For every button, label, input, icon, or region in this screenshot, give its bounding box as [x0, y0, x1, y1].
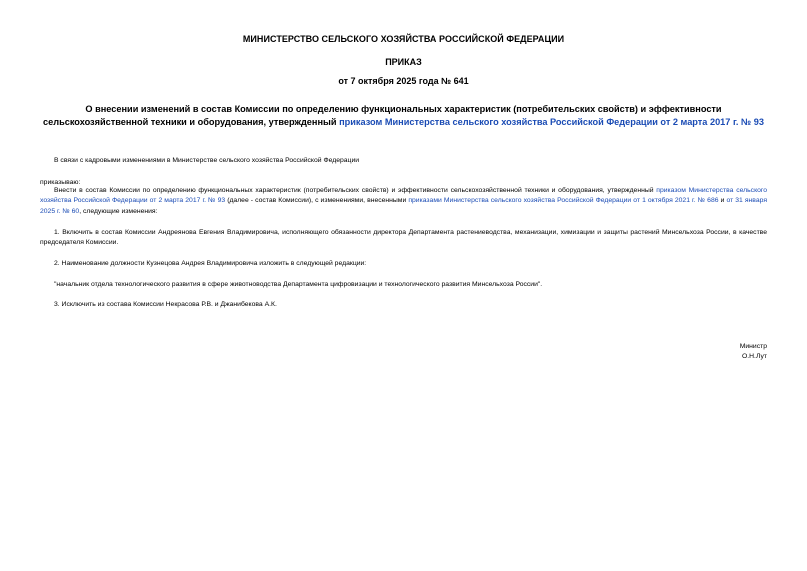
main-text-3: и	[718, 197, 727, 205]
order-686-link[interactable]: приказами Министерства сельского хозяйства Российской Федерации от 1 октября 2021 г. № 686	[408, 197, 719, 205]
item-3: 3. Исключить из состава Комиссии Некрасова Р.В. и Джанибекова А.К.	[54, 301, 277, 308]
main-text-1: Внести в состав Комиссии по определению функциональных характеристик (потребительских свойств) и эффективности сельскохозяйственной техники и оборудования, утвержденный	[54, 187, 657, 194]
document-type: ПРИКАЗ	[385, 57, 422, 67]
order-word: приказываю:	[40, 179, 81, 186]
order-93-link[interactable]: приказом Министерства сельского хозяйства Российской Федерации от 2 марта 2017 г. № 93	[40, 187, 768, 205]
title-order-link[interactable]: приказом Министерства сельского хозяйства Российской Федерации от 2 марта 2017 г. № 93	[339, 116, 764, 127]
item-2: 2. Наименование должности Кузнецова Андрея Владимировича изложить в следующей редакции:	[54, 260, 367, 267]
item-2-quote: "начальник отдела технологического развития в сфере животноводства Департамента цифровизации и технологического развития Минсельхоза России".	[54, 281, 543, 288]
title-text: О внесении изменений в состав Комиссии по определению функциональных характеристик (потребительских свойств) и эффективности сельскохозяйственной техники и оборудования, утвержденный	[43, 104, 722, 127]
ministry-name: МИНИСТЕРСТВО СЕЛЬСКОГО ХОЗЯЙСТВА РОССИЙСКОЙ ФЕДЕРАЦИИ	[242, 34, 565, 44]
document-title	[40, 103, 767, 128]
item-1: 1. Включить в состав Комиссии Андреянова Евгения Владимировича, исполняющего обязанности директора Департамента растениеводства, механизации, химизации и защиты растений Минсельхоза России, в качестве председателя Комиссии.	[40, 229, 767, 247]
main-text-2: (далее - состав Комиссии), с изменениями, внесенными	[225, 197, 409, 205]
document-date: от 7 октября 2025 года № 641	[338, 76, 469, 86]
intro-paragraph: В связи с кадровыми изменениями в Министерстве сельского хозяйства Российской Федерации	[54, 157, 360, 164]
order-60-link[interactable]: от 31 января 2025 г. № 60	[40, 197, 767, 215]
main-text-4: , следующие изменения:	[79, 207, 158, 215]
signature-name: О.Н.Лут	[741, 353, 767, 360]
main-paragraph	[40, 186, 767, 217]
signature-position: Министр	[739, 343, 767, 350]
